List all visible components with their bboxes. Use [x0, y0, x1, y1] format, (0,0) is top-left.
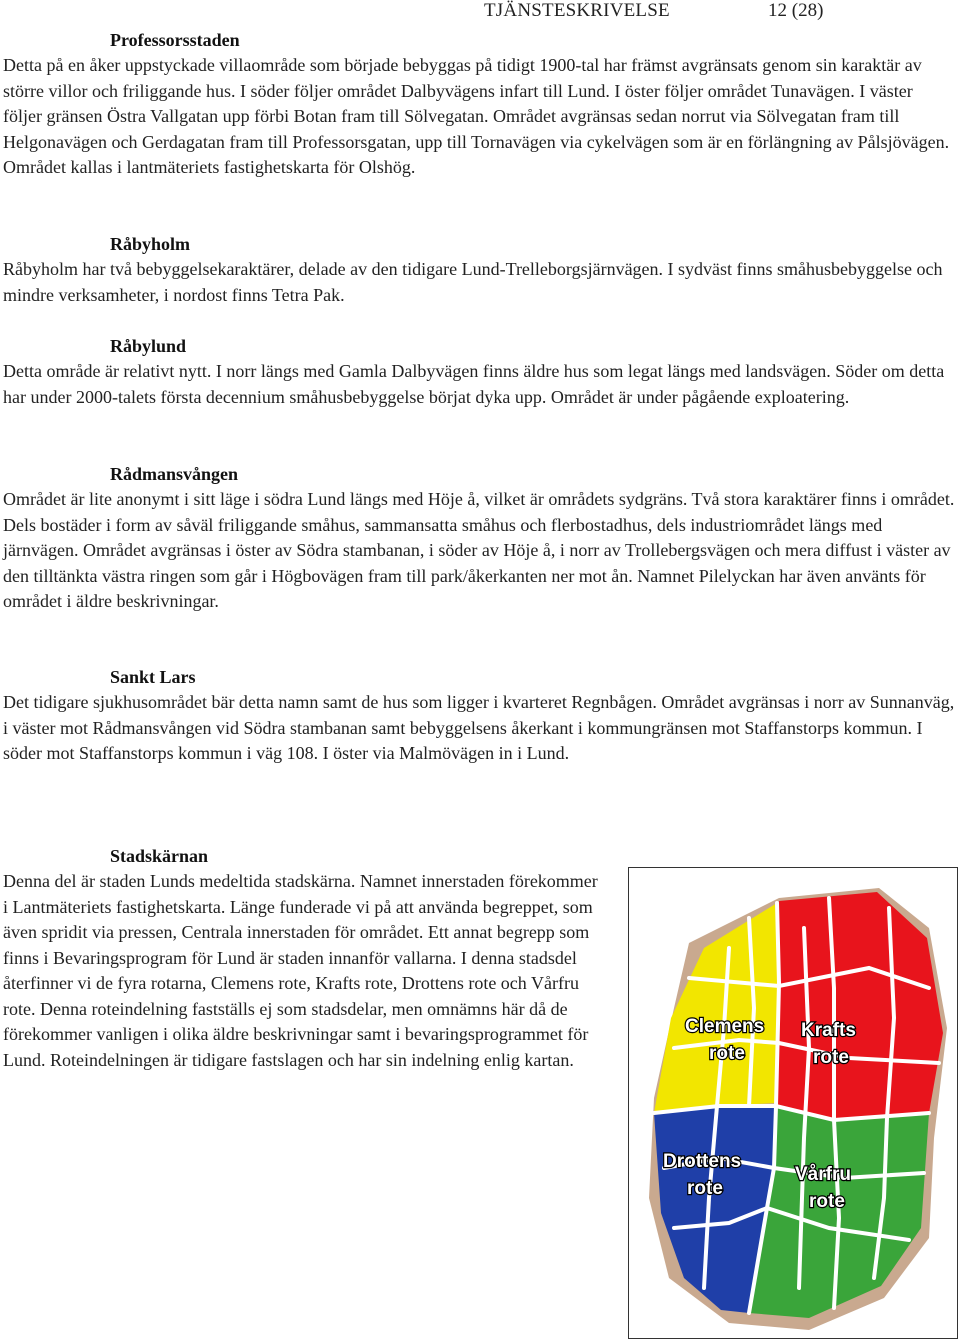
label-varfru-line2: rote — [809, 1191, 845, 1212]
section-professorsstaden — [3, 27, 955, 181]
rote-map — [628, 867, 958, 1339]
label-drottens-line1: Drottens — [663, 1151, 742, 1172]
label-drottens-line2: rote — [687, 1178, 723, 1199]
section-text: Detta område är relativt nytt. I norr längs med Gamla Dalbyvägen finns äldre hus som legat längs med landsvägen. Söder om detta har under 2000-talets första decennium småhusbebyggelse börjat dyka upp. Området är under pågående exploatering. — [3, 361, 945, 407]
section-heading: Sankt Lars — [110, 667, 196, 687]
label-krafts-line1: Krafts — [801, 1020, 856, 1041]
label-clemens-line2: rote — [709, 1043, 745, 1064]
section-text: Denna del är staden Lunds medeltida stadskärna. Namnet innerstaden förekommer i Lantmäteriets fastighetskarta. Länge funderade vi på att använda begreppet, som även spridit via pressen, Centrala innerstaden för området. Ett annat begrepp som finns i Bevaringsprogram för Lund är staden innanför vallarna. I denna stadsdel återfinner vi de fyra rotarna, Clemens rote, Krafts rote, Drottens rote och Vårfru rote. Denna roteindelning fastställs ej som stadsdelar, men omnämns här då de förekommer vanligen i olika äldre beskrivningar samt i bevaringsprogrammet för Lund. Roteindelningen är tidigare fastslagen och har sin indelning enlig kartan. — [3, 871, 598, 1070]
label-krafts-line2: rote — [813, 1047, 849, 1068]
section-text: Detta på en åker uppstyckade villaområde som började bebyggas på tidigt 1900-tal har främst avgränsats genom sin karaktär av större villor och friliggande hus. I söder följer området Dalbyvägens infart till Lund. I öster följer området Tunavägen. I väster följer gränsen Östra Vallgatan upp förbi Botan fram till Sölvegatan. Området avgränsas sedan norrut via Sölvegatan fram till Helgonavägen och Gerdagatan fram till Professorsgatan, upp till Tornavägen via cykelvägen som är en förlängning av Pålsjövägen. Området kallas i lantmäteriets fastighetskarta för Olshög. — [3, 55, 950, 177]
section-heading: Råbyholm — [110, 234, 191, 254]
page-number: 12 (28) — [768, 0, 824, 21]
section-text: Området är lite anonymt i sitt läge i södra Lund längs med Höje å, vilket är områdets sydgräns. Två stora karaktärer finns i området. Dels bostäder i form av såväl friliggande småhus, sammansatta småhus och flerbostadhus, dels industriområdet längs med järnvägen. Området avgränsas i öster av Södra stambanan, i söder av Höje å, i norr av Trollebergsvägen och mera diffust i väster av den tilltänkta västra ringen som går i Högbovägen fram till park/åkerkanten ner mot ån. Namnet Pilelyckan har även använts för området i äldre beskrivningar. — [3, 489, 955, 611]
section-heading: Råbylund — [110, 336, 187, 356]
label-clemens-line1: Clemens — [685, 1016, 765, 1037]
section-heading: Professorsstaden — [110, 30, 240, 50]
section-radmansvangen — [3, 461, 955, 615]
section-text: Det tidigare sjukhusområdet bär detta namn samt de hus som ligger i kvarteret Regnbågen. Området avgränsas i norr av Sunnanväg, i väster mot Rådmansvången vid Södra stambanan samt bebyggelsens åkerkant i kommungränsen mot Staffanstorps kommun. I söder mot Staffanstorps kommun i väg 108. I öster via Malmövägen in i Lund. — [3, 692, 955, 763]
rote-map-svg — [629, 868, 957, 1338]
label-varfru-line1: Vårfru — [795, 1164, 851, 1185]
section-heading: Rådmansvången — [110, 464, 239, 484]
section-text: Råbyholm har två bebyggelsekaraktärer, delade av den tidigare Lund-Trelleborgsjärnvägen. I sydväst finns småhusbebyggelse och mindre verksamheter, i nordost finns Tetra Pak. — [3, 259, 943, 305]
section-rabyholm — [3, 231, 955, 308]
section-heading: Stadskärnan — [110, 846, 209, 866]
section-rabylund — [3, 333, 955, 410]
document-type: TJÄNSTESKRIVELSE — [484, 0, 670, 21]
section-sankt-lars — [3, 664, 955, 767]
